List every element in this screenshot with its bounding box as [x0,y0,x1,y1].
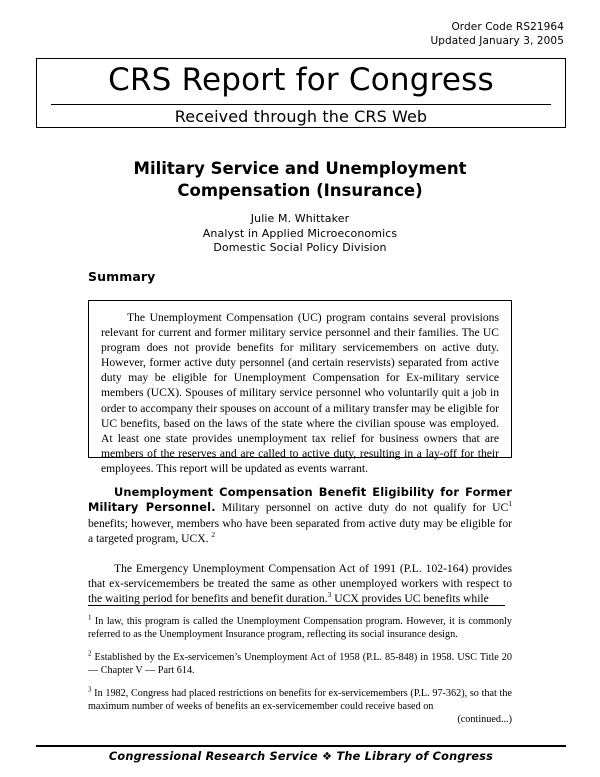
summary-text: The Unemployment Compensation (UC) program contains several provisions relevant for current and former military service personnel and their families. The UC program does not provide benefits for military servicemembers on active duty. However, former active duty personnel (and certain reservists) separated from active duty may be eligible for Unemployment Compensation for Ex-military service members (UCX). Spouses of military service personnel who voluntarily quit a job in order to accompany their spouses on account of a military transfer may be eligible for UC benefits, based on the laws of the state where the civilian spouse was employed. At least one state provides unemployment tax relief for business owners that are members of the reserves and are called to active duty, resulting in a lay-off for their employees. This report will be updated as events warrant. [101,311,499,475]
footnote-number: 3 [88,685,92,694]
page-title-line2: Compensation (Insurance) [177,181,423,200]
footnote-item [88,651,512,678]
author-division: Domestic Social Policy Division [213,241,387,254]
order-code: Order Code RS21964 [451,21,564,33]
author-role: Analyst in Applied Microeconomics [202,226,398,240]
banner-subtitle: Received through the CRS Web [174,107,428,126]
summary-box [88,300,512,475]
footnote-text: In 1982, Congress had placed restrictions on benefits for ex-servicemembers (P.L. 97-362), so that the maximum number of weeks of benefits an ex-servicemember could receive based on [88,687,512,713]
summary-heading: Summary [88,269,156,284]
footer-divider [36,745,566,747]
body-paragraph-1-part1: Military personnel on active duty do not qualify for UC [215,501,509,515]
body-paragraph-2 [88,561,512,607]
body-paragraph-1 [88,485,512,547]
footnote-item [88,615,512,642]
body-content [88,485,512,621]
footnote-marker-3: 3 [327,590,332,600]
body-paragraph-2-part2: UCX provides UC benefits while [331,592,489,606]
footnote-number: 2 [88,649,92,658]
footer-left-text: Congressional Research Service [108,750,318,763]
diamond-icon: ❖ [322,750,333,763]
footnote-text: In law, this program is called the Unemployment Compensation program. However, it is commonly referred to as the Unemployment Insurance program, reflecting its social insurance design. [88,616,512,641]
crs-banner [36,58,566,128]
page-title [88,158,512,202]
footnotes-block [88,615,512,736]
footer-right-text: The Library of Congress [336,750,494,763]
footnote-separator [88,605,505,606]
page-title-line1: Military Service and Unemployment [133,159,467,178]
author-name: Julie M. Whittaker [250,212,350,225]
footnote-marker-1: 1 [508,499,512,509]
footnote-item [88,687,512,727]
updated-date: Updated January 3, 2005 [430,35,564,47]
body-paragraph-2-part1: The Emergency Unemployment Compensation Act of 1991 (P.L. 102-164) provides that ex-servicemembers be treated the same as other unemployed workers with respect to the waiting period for benefits and benefit duration. [88,561,512,606]
footnote-text: Established by the Ex-servicemen’s Unemployment Act of 1958 (P.L. 85-848) in 1958. USC Title 20 — Chapter V — Part 614. [88,651,512,677]
banner-title: CRS Report for Congress [108,62,494,98]
body-paragraph-1-part2: benefits; however, members who have been separated from active duty may be eligible for a targeted program, UCX. [88,516,512,546]
byline [88,212,512,256]
section-heading: Unemployment Compensation Benefit Eligibility for Former Military Personnel. [88,485,512,515]
page-footer [36,750,566,763]
footnote-number: 1 [88,613,92,622]
footnote-marker-2: 2 [211,530,216,540]
document-meta [430,20,564,48]
footnote-continued: (continued...) [457,714,512,726]
